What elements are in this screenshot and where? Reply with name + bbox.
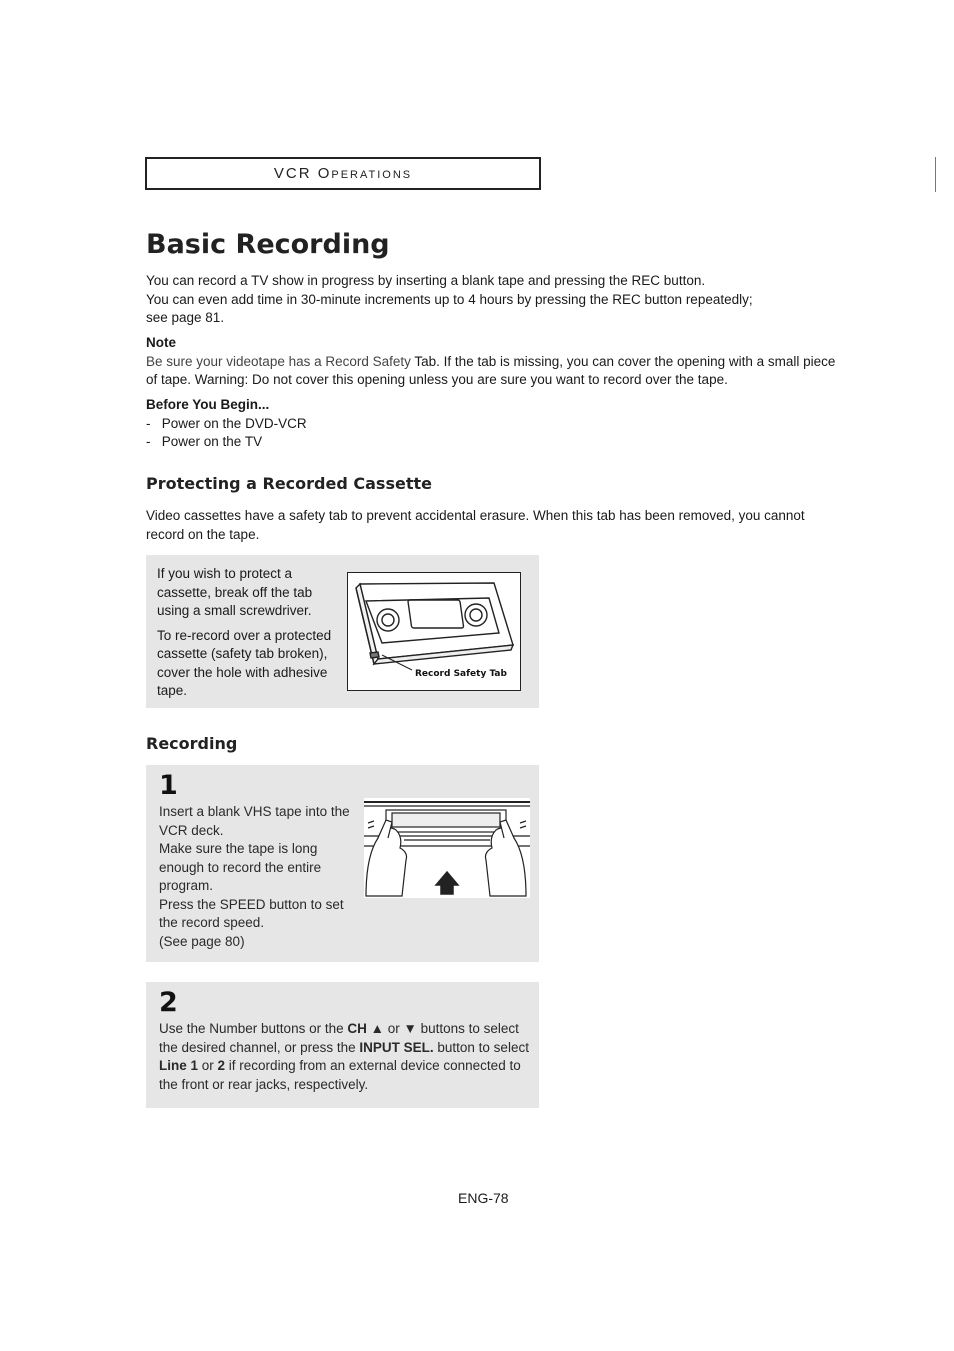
- before-block: [146, 396, 836, 452]
- step-1-number: 1: [159, 770, 178, 801]
- intro-line-1: You can record a TV show in progress by inserting a blank tape and pressing the REC button.: [146, 273, 706, 288]
- section-title-v: V: [273, 165, 286, 182]
- vcr-insert-illustration: [364, 798, 530, 898]
- step-1-line-4: (See page 80): [159, 933, 245, 949]
- step-1-line-3: Press the SPEED button to set the record speed.: [159, 896, 344, 930]
- section-header: [145, 157, 541, 190]
- bullet: -: [146, 434, 151, 449]
- before-item-2: [146, 433, 836, 452]
- vcr-insert-figure: [364, 798, 530, 898]
- protect-box-text: [157, 565, 342, 701]
- intro-line-3: see page 81.: [146, 310, 225, 325]
- protect-box-p2: To re-record over a protected cassette (safety tab broken), cover the hole with adhesive tape.: [157, 627, 332, 698]
- step-1-line-2: Make sure the tape is long enough to record the entire program.: [159, 841, 322, 893]
- before-item-2-text: Power on the TV: [161, 434, 263, 449]
- before-label: Before You Begin...: [146, 397, 270, 412]
- note-text-part1: Be sure your videotape has a Record Safety: [146, 353, 411, 369]
- section-title-rest: PERATIONS: [331, 169, 413, 181]
- ch-up-label: CH ▲: [347, 1021, 384, 1036]
- page-number: ENG-78: [458, 1190, 509, 1206]
- ch-down-label: ▼: [403, 1021, 417, 1036]
- intro-paragraph: [146, 272, 836, 328]
- before-item-1: [146, 415, 836, 434]
- before-item-1-text: Power on the DVD-VCR: [161, 415, 307, 431]
- note-block: [146, 334, 836, 390]
- protecting-paragraph: [146, 507, 836, 544]
- note-text: [146, 353, 836, 390]
- step-2-number: 2: [159, 987, 178, 1018]
- step-2-text-6: if recording from an external device connected to the front or rear jacks, respectively.: [159, 1058, 521, 1092]
- step-2-text-4: button to select: [433, 1039, 529, 1055]
- figure-label: Record Safety Tab: [415, 669, 507, 679]
- section-title: [274, 165, 412, 182]
- line2-label: 2: [217, 1058, 226, 1073]
- step-1-line-1: Insert a blank VHS tape into the VCR deck.: [159, 804, 350, 838]
- intro-line-2: You can even add time in 30-minute increments up to 4 hours by pressing the REC button repeatedly;: [146, 291, 753, 307]
- bullet: -: [146, 415, 151, 431]
- step-2-text-1: Use the Number buttons or the: [159, 1021, 348, 1036]
- step-2-text-2: or: [383, 1021, 404, 1036]
- note-text-part2: Tab. If the tab is missing, you can cover the opening with a small piece of tape. Warning: Do not cover this opening unless you are sure you want to record over the tape.: [146, 353, 836, 387]
- protecting-heading: Protecting a Recorded Cassette: [146, 474, 432, 493]
- step-1-text: [159, 803, 355, 951]
- input-sel-label: INPUT SEL.: [359, 1039, 434, 1055]
- step-2-paragraph: [159, 1020, 531, 1094]
- step-2-text: [159, 1020, 531, 1094]
- step-2-text-3: buttons to select the desired channel, or press the: [159, 1021, 519, 1055]
- section-title-o: O: [317, 165, 332, 182]
- note-label: Note: [146, 335, 176, 350]
- margin-rule: [935, 157, 936, 192]
- protect-box-p1: If you wish to protect a cassette, break off the tab using a small screwdriver.: [157, 566, 313, 618]
- page-title: Basic Recording: [146, 229, 390, 260]
- recording-heading: Recording: [146, 734, 238, 753]
- step-2-text-5: or: [198, 1058, 218, 1073]
- line1-label: Line 1: [159, 1058, 199, 1073]
- section-title-cr: CR: [285, 165, 312, 182]
- cassette-figure: [347, 572, 521, 691]
- protecting-text: Video cassettes have a safety tab to prevent accidental erasure. When this tab has been removed, you cannot record on the tape.: [146, 508, 805, 542]
